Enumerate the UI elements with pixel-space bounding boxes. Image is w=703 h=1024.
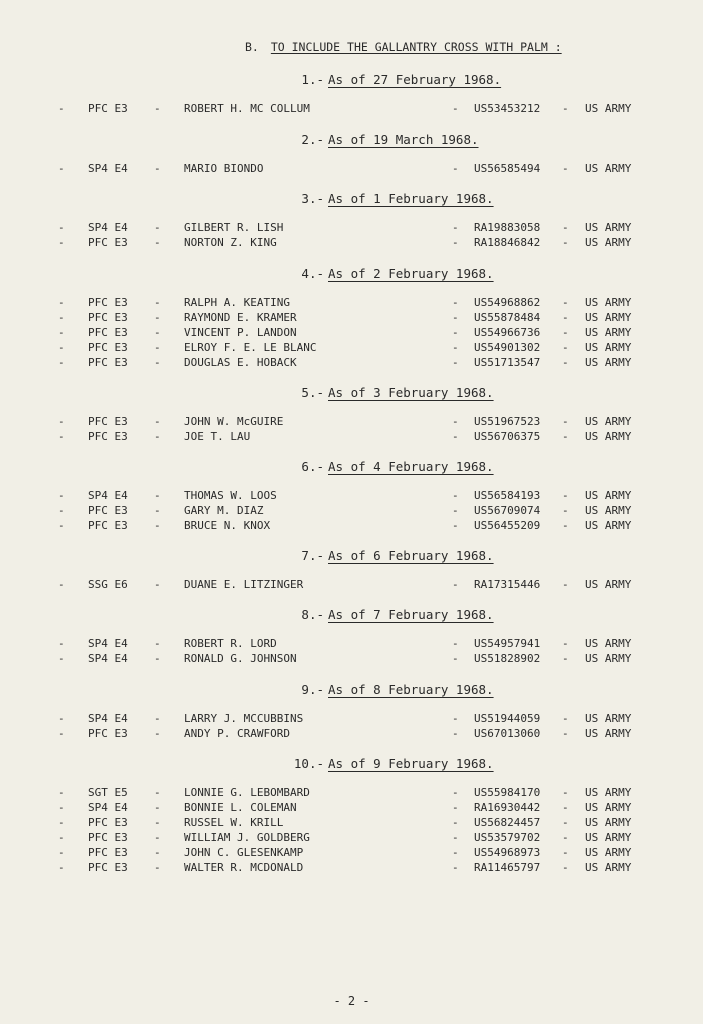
branch: US ARMY — [585, 430, 632, 443]
section-heading — [290, 756, 494, 771]
dash: - — [154, 162, 161, 175]
section-heading — [290, 607, 494, 622]
section-heading — [290, 682, 494, 697]
dash: - — [154, 637, 161, 650]
dash: - — [452, 221, 459, 234]
service-number: US51967523 — [474, 415, 541, 428]
rank-grade: SSG E6 — [88, 578, 128, 591]
service-number: RA11465797 — [474, 861, 541, 874]
dash: - — [154, 221, 161, 234]
page-number: - 2 - — [333, 994, 370, 1008]
rank-grade: PFC E3 — [88, 415, 128, 428]
dash: - — [562, 311, 569, 324]
section-date: As of 19 March 1968. — [328, 132, 479, 147]
dash: - — [562, 727, 569, 740]
section-heading — [290, 191, 494, 206]
recipient-row — [0, 296, 703, 311]
recipient-row — [0, 415, 703, 430]
rank-grade: SP4 E4 — [88, 652, 128, 665]
dash: - — [452, 637, 459, 650]
dash: - — [562, 221, 569, 234]
branch: US ARMY — [585, 341, 632, 354]
dash: - — [58, 326, 65, 339]
branch: US ARMY — [585, 712, 632, 725]
section-heading — [290, 548, 494, 563]
dash: - — [58, 801, 65, 814]
dash: - — [562, 296, 569, 309]
recipient-name: VINCENT P. LANDON — [184, 326, 297, 339]
dash: - — [58, 489, 65, 502]
branch: US ARMY — [585, 489, 632, 502]
service-number: RA19883058 — [474, 221, 541, 234]
recipient-row — [0, 578, 703, 593]
dash: - — [58, 311, 65, 324]
section-heading — [290, 132, 479, 147]
recipient-name: DUANE E. LITZINGER — [184, 578, 304, 591]
section-date: As of 3 February 1968. — [328, 385, 494, 400]
dash: - — [58, 504, 65, 517]
dash: - — [452, 162, 459, 175]
rank-grade: PFC E3 — [88, 356, 128, 369]
dash: - — [452, 712, 459, 725]
dash: - — [452, 786, 459, 799]
dash: - — [452, 816, 459, 829]
recipient-name: GARY M. DIAZ — [184, 504, 264, 517]
dash: - — [452, 341, 459, 354]
dash: - — [58, 102, 65, 115]
dash: - — [452, 801, 459, 814]
dash: - — [154, 816, 161, 829]
dash: - — [452, 578, 459, 591]
rank-grade: SP4 E4 — [88, 801, 128, 814]
rank-grade: PFC E3 — [88, 311, 128, 324]
service-number: US55984170 — [474, 786, 541, 799]
branch: US ARMY — [585, 236, 632, 249]
dash: - — [154, 236, 161, 249]
service-number: US51944059 — [474, 712, 541, 725]
recipient-name: LONNIE G. LEBOMBARD — [184, 786, 310, 799]
dash: - — [154, 846, 161, 859]
section-heading — [290, 266, 494, 281]
dash: - — [562, 578, 569, 591]
section-number: 3.- — [301, 191, 324, 206]
dash: - — [154, 578, 161, 591]
service-number: US54957941 — [474, 637, 541, 650]
branch: US ARMY — [585, 786, 632, 799]
service-number: US53453212 — [474, 102, 541, 115]
branch: US ARMY — [585, 356, 632, 369]
dash: - — [58, 296, 65, 309]
recipient-name: RUSSEL W. KRILL — [184, 816, 284, 829]
dash: - — [154, 861, 161, 874]
dash: - — [452, 236, 459, 249]
dash: - — [58, 236, 65, 249]
dash: - — [58, 341, 65, 354]
dash: - — [154, 430, 161, 443]
recipient-name: NORTON Z. KING — [184, 236, 277, 249]
service-number: US67013060 — [474, 727, 541, 740]
service-number: US56455209 — [474, 519, 541, 532]
section-date: As of 9 February 1968. — [328, 756, 494, 771]
dash: - — [452, 489, 459, 502]
dash: - — [154, 326, 161, 339]
dash: - — [154, 786, 161, 799]
rank-grade: PFC E3 — [88, 236, 128, 249]
dash: - — [562, 102, 569, 115]
dash: - — [58, 861, 65, 874]
dash: - — [154, 712, 161, 725]
dash: - — [154, 415, 161, 428]
rank-grade: PFC E3 — [88, 296, 128, 309]
service-number: US56824457 — [474, 816, 541, 829]
section-date: As of 6 February 1968. — [328, 548, 494, 563]
dash: - — [562, 861, 569, 874]
service-number: US54901302 — [474, 341, 541, 354]
section-heading — [290, 385, 494, 400]
dash: - — [58, 786, 65, 799]
dash: - — [562, 786, 569, 799]
recipient-name: RALPH A. KEATING — [184, 296, 290, 309]
dash: - — [58, 578, 65, 591]
section-date: As of 27 February 1968. — [328, 72, 502, 87]
dash: - — [562, 430, 569, 443]
dash: - — [58, 712, 65, 725]
recipient-name: ROBERT R. LORD — [184, 637, 277, 650]
dash: - — [58, 816, 65, 829]
branch: US ARMY — [585, 801, 632, 814]
dash: - — [452, 296, 459, 309]
dash: - — [562, 489, 569, 502]
branch: US ARMY — [585, 311, 632, 324]
recipient-name: LARRY J. MCCUBBINS — [184, 712, 304, 725]
dash: - — [562, 162, 569, 175]
section-number: 7.- — [301, 548, 324, 563]
branch: US ARMY — [585, 816, 632, 829]
rank-grade: PFC E3 — [88, 326, 128, 339]
rank-grade: PFC E3 — [88, 846, 128, 859]
recipient-row — [0, 831, 703, 846]
section-b-header — [245, 40, 562, 54]
dash: - — [562, 504, 569, 517]
recipient-row — [0, 786, 703, 801]
section-number: 1.- — [301, 72, 324, 87]
section-number: 9.- — [301, 682, 324, 697]
dash: - — [452, 846, 459, 859]
recipient-name: BRUCE N. KNOX — [184, 519, 271, 532]
branch: US ARMY — [585, 861, 632, 874]
recipient-row — [0, 727, 703, 742]
dash: - — [154, 356, 161, 369]
dash: - — [452, 311, 459, 324]
dash: - — [58, 519, 65, 532]
branch: US ARMY — [585, 637, 632, 650]
dash: - — [562, 846, 569, 859]
section-date: As of 7 February 1968. — [328, 607, 494, 622]
branch: US ARMY — [585, 221, 632, 234]
branch: US ARMY — [585, 846, 632, 859]
recipient-row — [0, 816, 703, 831]
dash: - — [562, 415, 569, 428]
recipient-row — [0, 846, 703, 861]
rank-grade: SP4 E4 — [88, 162, 128, 175]
service-number: US51713547 — [474, 356, 541, 369]
dash: - — [58, 415, 65, 428]
rank-grade: PFC E3 — [88, 727, 128, 740]
dash: - — [154, 102, 161, 115]
rank-grade: PFC E3 — [88, 341, 128, 354]
section-number: 6.- — [301, 459, 324, 474]
recipient-row — [0, 102, 703, 117]
dash: - — [562, 356, 569, 369]
branch: US ARMY — [585, 504, 632, 517]
recipient-name: RAYMOND E. KRAMER — [184, 311, 297, 324]
branch: US ARMY — [585, 831, 632, 844]
dash: - — [562, 831, 569, 844]
service-number: RA18846842 — [474, 236, 541, 249]
section-date: As of 4 February 1968. — [328, 459, 494, 474]
section-number: 2.- — [301, 132, 324, 147]
branch: US ARMY — [585, 296, 632, 309]
recipient-row — [0, 221, 703, 236]
recipient-row — [0, 356, 703, 371]
recipient-name: JOHN W. McGUIRE — [184, 415, 284, 428]
dash: - — [562, 712, 569, 725]
rank-grade: PFC E3 — [88, 430, 128, 443]
branch: US ARMY — [585, 727, 632, 740]
dash: - — [154, 801, 161, 814]
section-date: As of 1 February 1968. — [328, 191, 494, 206]
section-b-label: B. — [245, 40, 259, 54]
branch: US ARMY — [585, 415, 632, 428]
branch: US ARMY — [585, 102, 632, 115]
dash: - — [562, 801, 569, 814]
recipient-row — [0, 341, 703, 356]
section-b-title: TO INCLUDE THE GALLANTRY CROSS WITH PALM : — [270, 40, 562, 54]
rank-grade: PFC E3 — [88, 102, 128, 115]
recipient-row — [0, 652, 703, 667]
dash: - — [58, 831, 65, 844]
dash: - — [562, 341, 569, 354]
rank-grade: PFC E3 — [88, 504, 128, 517]
recipient-name: ROBERT H. MC COLLUM — [184, 102, 310, 115]
recipient-name: THOMAS W. LOOS — [184, 489, 277, 502]
dash: - — [452, 861, 459, 874]
service-number: US54968862 — [474, 296, 541, 309]
section-date: As of 2 February 1968. — [328, 266, 494, 281]
service-number: US56706375 — [474, 430, 541, 443]
rank-grade: PFC E3 — [88, 519, 128, 532]
dash: - — [452, 102, 459, 115]
dash: - — [562, 652, 569, 665]
section-number: 10.- — [293, 756, 324, 771]
dash: - — [154, 519, 161, 532]
recipient-row — [0, 430, 703, 445]
dash: - — [562, 637, 569, 650]
recipient-name: MARIO BIONDO — [184, 162, 264, 175]
recipient-row — [0, 311, 703, 326]
dash: - — [154, 727, 161, 740]
dash: - — [154, 311, 161, 324]
recipient-row — [0, 519, 703, 534]
dash: - — [154, 652, 161, 665]
section-number: 5.- — [301, 385, 324, 400]
rank-grade: PFC E3 — [88, 831, 128, 844]
service-number: US56709074 — [474, 504, 541, 517]
recipient-name: RONALD G. JOHNSON — [184, 652, 297, 665]
dash: - — [452, 504, 459, 517]
section-number: 8.- — [301, 607, 324, 622]
recipient-name: JOHN C. GLESENKAMP — [184, 846, 304, 859]
dash: - — [452, 326, 459, 339]
recipient-row — [0, 712, 703, 727]
service-number: RA16930442 — [474, 801, 541, 814]
rank-grade: SP4 E4 — [88, 637, 128, 650]
branch: US ARMY — [585, 578, 632, 591]
dash: - — [452, 831, 459, 844]
dash: - — [58, 652, 65, 665]
section-heading — [290, 72, 501, 87]
service-number: US55878484 — [474, 311, 541, 324]
recipient-name: ELROY F. E. LE BLANC — [184, 341, 317, 354]
rank-grade: SP4 E4 — [88, 712, 128, 725]
dash: - — [154, 296, 161, 309]
dash: - — [562, 236, 569, 249]
dash: - — [562, 519, 569, 532]
rank-grade: SP4 E4 — [88, 489, 128, 502]
dash: - — [58, 356, 65, 369]
recipient-row — [0, 236, 703, 251]
dash: - — [154, 504, 161, 517]
dash: - — [58, 846, 65, 859]
section-number: 4.- — [301, 266, 324, 281]
rank-grade: PFC E3 — [88, 861, 128, 874]
dash: - — [562, 326, 569, 339]
recipient-row — [0, 326, 703, 341]
branch: US ARMY — [585, 326, 632, 339]
dash: - — [58, 727, 65, 740]
dash: - — [452, 415, 459, 428]
dash: - — [452, 356, 459, 369]
dash: - — [58, 430, 65, 443]
recipient-row — [0, 861, 703, 876]
section-heading — [290, 459, 494, 474]
service-number: US51828902 — [474, 652, 541, 665]
recipient-name: GILBERT R. LISH — [184, 221, 284, 234]
service-number: US56584193 — [474, 489, 541, 502]
service-number: US54968973 — [474, 846, 541, 859]
recipient-row — [0, 801, 703, 816]
branch: US ARMY — [585, 652, 632, 665]
recipient-row — [0, 489, 703, 504]
dash: - — [452, 727, 459, 740]
recipient-row — [0, 504, 703, 519]
recipient-name: WALTER R. MCDONALD — [184, 861, 304, 874]
rank-grade: SGT E5 — [88, 786, 128, 799]
dash: - — [562, 816, 569, 829]
dash: - — [452, 430, 459, 443]
dash: - — [452, 519, 459, 532]
branch: US ARMY — [585, 162, 632, 175]
rank-grade: SP4 E4 — [88, 221, 128, 234]
service-number: US54966736 — [474, 326, 541, 339]
rank-grade: PFC E3 — [88, 816, 128, 829]
recipient-name: JOE T. LAU — [184, 430, 251, 443]
branch: US ARMY — [585, 519, 632, 532]
dash: - — [58, 162, 65, 175]
recipient-name: DOUGLAS E. HOBACK — [184, 356, 297, 369]
dash: - — [452, 652, 459, 665]
dash: - — [58, 221, 65, 234]
recipient-name: WILLIAM J. GOLDBERG — [184, 831, 310, 844]
dash: - — [58, 637, 65, 650]
dash: - — [154, 831, 161, 844]
recipient-name: BONNIE L. COLEMAN — [184, 801, 297, 814]
service-number: US53579702 — [474, 831, 541, 844]
recipient-name: ANDY P. CRAWFORD — [184, 727, 290, 740]
service-number: US56585494 — [474, 162, 541, 175]
dash: - — [154, 341, 161, 354]
recipient-row — [0, 637, 703, 652]
section-date: As of 8 February 1968. — [328, 682, 494, 697]
dash: - — [154, 489, 161, 502]
service-number: RA17315446 — [474, 578, 541, 591]
recipient-row — [0, 162, 703, 177]
